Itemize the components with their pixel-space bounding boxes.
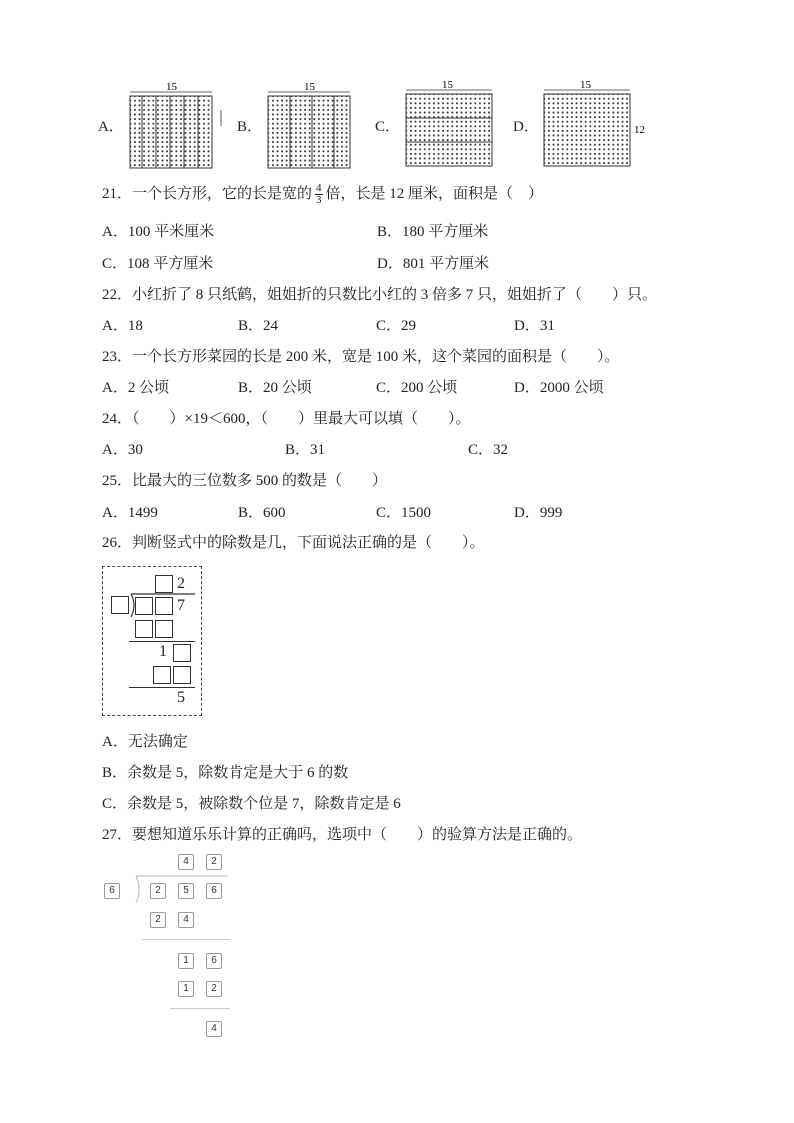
q27-product-digit: 1	[178, 981, 194, 997]
grid-option-a-label[interactable]: A．	[98, 119, 124, 135]
q21-text-pre: 21．一个长方形，它的长是宽的	[102, 186, 313, 202]
q22-option-c[interactable]: C．29	[376, 318, 417, 334]
grid-option-d-label[interactable]: D．	[513, 119, 539, 135]
q21-option-a[interactable]: A．100 平米厘米	[102, 224, 215, 240]
question-22: 22．小红折了 8 只纸鹤，姐姐折的只数比小红的 3 倍多 7 只，姐姐折了（ ）只。	[102, 287, 658, 303]
q27-dividend-digit: 6	[206, 883, 222, 899]
question-21	[102, 182, 543, 206]
q24-option-c[interactable]: C．32	[468, 442, 509, 458]
q27-product-digit: 2	[150, 912, 166, 928]
q21-text-post: 倍，长是 12 厘米，面积是（ ）	[325, 186, 544, 202]
q26-quotient-digit: 2	[177, 575, 185, 592]
q27-quotient-digit: 4	[178, 854, 194, 870]
q26-step-digit: 1	[159, 643, 167, 660]
q26-option-b[interactable]: B．余数是 5，除数肯定是大于 6 的数	[102, 765, 349, 781]
q26-blank-box	[155, 620, 173, 638]
q26-remainder: 5	[177, 689, 185, 706]
q23-option-c[interactable]: C．200 公顷	[376, 380, 458, 396]
q27-dividend-digit: 2	[150, 883, 166, 899]
q27-product-digit: 2	[206, 981, 222, 997]
q26-option-c[interactable]: C．余数是 5，被除数个位是 7，除数肯定是 6	[102, 796, 401, 812]
q21-option-d[interactable]: D．801 平方厘米	[377, 256, 490, 272]
question-24: 24．（ ）×19＜600，（ ）里最大可以填（ ）。	[102, 411, 471, 427]
q27-rule-line	[170, 1008, 230, 1009]
q26-long-division-figure	[102, 566, 202, 716]
grid-figure-d	[542, 78, 654, 172]
q27-remainder-digit: 1	[178, 953, 194, 969]
q21-option-c[interactable]: C．108 平方厘米	[102, 256, 214, 272]
q22-option-d[interactable]: D．31	[514, 318, 555, 334]
q21-option-b[interactable]: B．180 平方厘米	[377, 224, 489, 240]
q26-blank-box	[155, 597, 173, 615]
q27-quotient-digit: 2	[206, 854, 222, 870]
q23-option-d[interactable]: D．2000 公顷	[514, 380, 604, 396]
question-23: 23．一个长方形菜园的长是 200 米，宽是 100 米，这个菜园的面积是（ ）。	[102, 349, 620, 365]
q26-blank-box	[135, 620, 153, 638]
q27-remainder-digit: 6	[206, 953, 222, 969]
q26-rule-line	[129, 687, 195, 688]
question-25: 25．比最大的三位数多 500 的数是（ ）	[102, 473, 388, 489]
grid-d-side-label: 12	[634, 124, 645, 136]
q27-divisor: 6	[104, 883, 120, 899]
grid-option-c-label[interactable]: C．	[375, 119, 401, 135]
q26-dividend-digit: 7	[177, 597, 185, 614]
q25-option-a[interactable]: A．1499	[102, 505, 158, 521]
q26-option-a[interactable]: A．无法确定	[102, 734, 188, 750]
q27-product-digit: 4	[178, 912, 194, 928]
q24-option-a[interactable]: A．30	[102, 442, 143, 458]
q26-blank-box	[155, 575, 173, 593]
grid-c-top-label: 15	[442, 79, 453, 91]
grid-a-top-label: 15	[166, 81, 177, 93]
q26-blank-box	[153, 666, 171, 684]
q23-option-b[interactable]: B．20 公顷	[238, 380, 312, 396]
q26-blank-box	[135, 597, 153, 615]
q24-option-b[interactable]: B．31	[285, 442, 326, 458]
q26-divisor-box	[111, 596, 129, 614]
q25-option-d[interactable]: D．999	[514, 505, 563, 521]
question-26: 26．判断竖式中的除数是几，下面说法正确的是（ ）。	[102, 535, 485, 551]
q25-option-c[interactable]: C．1500	[376, 505, 432, 521]
grid-option-b-label[interactable]: B．	[237, 119, 263, 135]
q26-blank-box	[173, 666, 191, 684]
grid-d-top-label: 15	[580, 79, 591, 91]
q27-final-remainder: 4	[206, 1021, 222, 1037]
q26-blank-box	[173, 644, 191, 662]
grid-figure-c	[404, 78, 496, 172]
q23-option-a[interactable]: A．2 公顷	[102, 380, 170, 396]
q21-fraction: $\frac{4}{3}$	[316, 182, 322, 207]
q27-dividend-digit: 5	[178, 883, 194, 899]
q26-rule-line	[129, 641, 195, 642]
question-27: 27．要想知道乐乐计算的正确吗，选项中（ ）的验算方法是正确的。	[102, 827, 583, 843]
grid-figure-a	[128, 80, 226, 172]
grid-figure-b	[266, 80, 356, 172]
q25-option-b[interactable]: B．600	[238, 505, 286, 521]
grid-b-top-label: 15	[304, 81, 315, 93]
q22-option-b[interactable]: B．24	[238, 318, 279, 334]
q22-option-a[interactable]: A．18	[102, 318, 143, 334]
q27-rule-line	[142, 939, 230, 940]
